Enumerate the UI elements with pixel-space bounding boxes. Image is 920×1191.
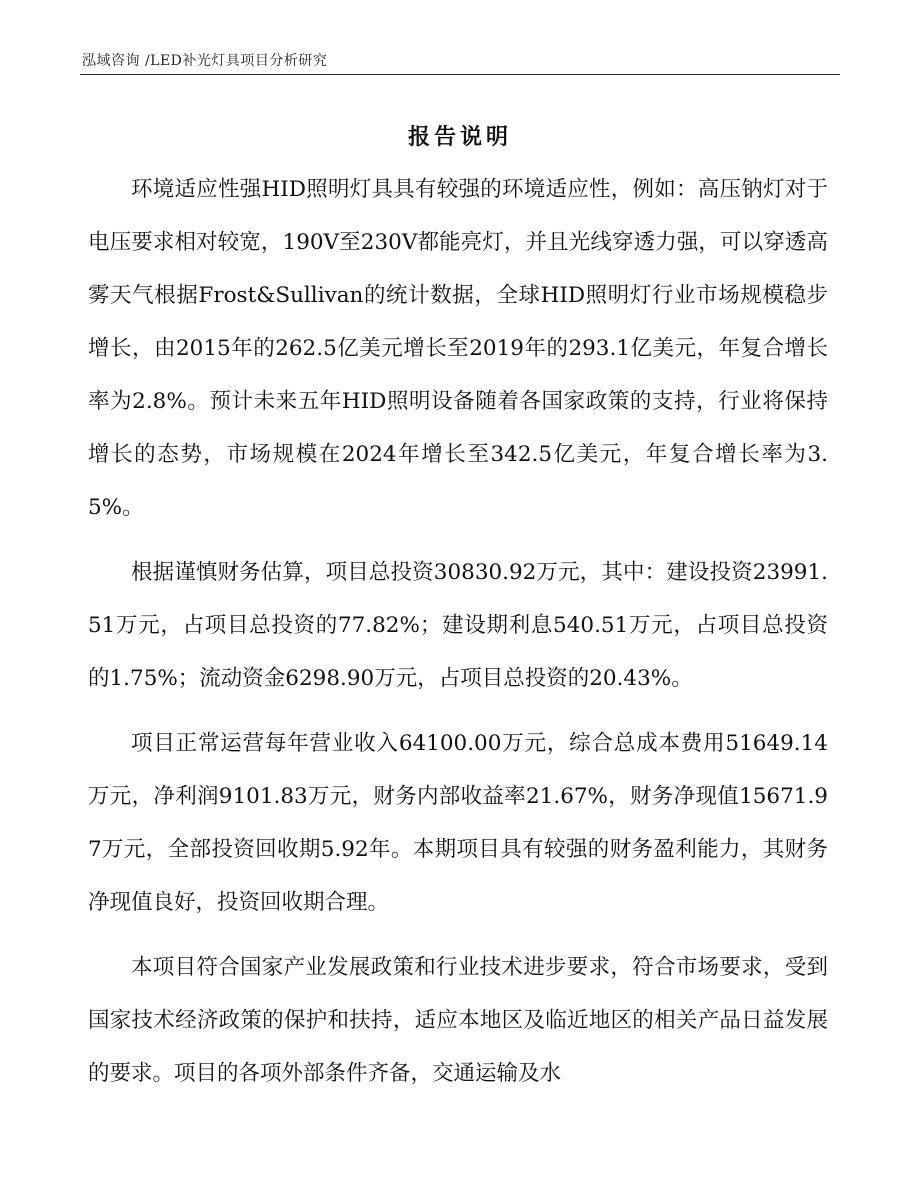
paragraph-policy-compliance: 本项目符合国家产业发展政策和行业技术进步要求，符合市场要求，受到国家技术经济政策的保护和扶持，适应本地区及临近地区的相关产品日益发展的要求。项目的各项外部条件齐备，交通运输及水 (88, 955, 828, 1086)
header-divider (80, 74, 840, 75)
paragraph-hid-market: 环境适应性强HID照明灯具具有较强的环境适应性，例如：高压钠灯对于电压要求相对较宽，190V至230V都能亮灯，并且光线穿透力强，可以穿透高雾天气根据Frost&Sullivan的统计数据，全球HID照明灯行业市场规模稳步增长，由2015年的262.5亿美元增长至2019年的293.1亿美元，年复合增长率为2.8%。预计未来五年HID照明设备随着各国家政策的支持，行业将保持增长的态势，市场规模在2024年增长至342.5亿美元，年复合增长率为3.5%。 (88, 177, 828, 520)
document-body (88, 163, 828, 1112)
document-title: 报告说明 (407, 124, 512, 150)
paragraph-financial-performance: 项目正常运营每年营业收入64100.00万元，综合总成本费用51649.14万元，净利润9101.83万元，财务内部收益率21.67%，财务净现值15671.97万元，全部投资回收期5.92年。本期项目具有较强的财务盈利能力，其财务净现值良好，投资回收期合理。 (88, 731, 828, 915)
running-header: 泓域咨询 /LED补光灯具项目分析研究 (82, 53, 328, 69)
paragraph-investment-estimate: 根据谨慎财务估算，项目总投资30830.92万元，其中：建设投资23991.51万元，占项目总投资的77.82%；建设期利息540.51万元，占项目总投资的1.75%；流动资金6298.90万元，占项目总投资的20.43%。 (88, 560, 828, 691)
